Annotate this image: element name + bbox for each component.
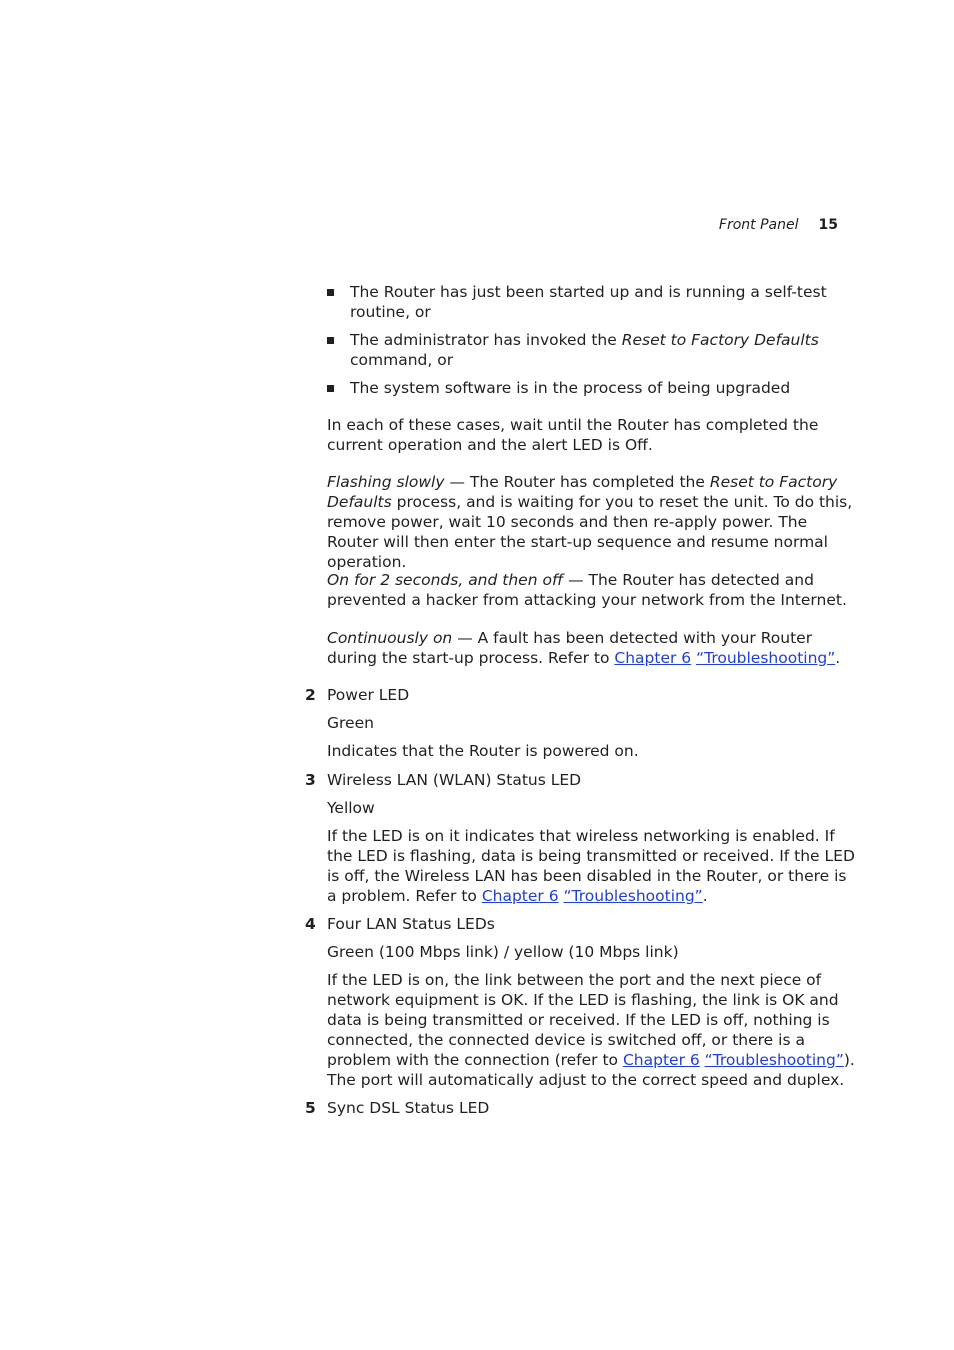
bullet-square-icon (327, 289, 334, 296)
lan-led-description: If the LED is on, the link between the port and the next piece of network equipment is OK. If the LED is flashing, the link is OK and data is being transmitted or received. If the LED is off, nothing is connected, the connected device is switched off, or there is a problem with the connection (refer to Chapter 6 “Troubleshooting”). The port will automatically adjust to the correct speed and duplex. (327, 971, 855, 1089)
lan-led-color: Green (100 Mbps link) / yellow (10 Mbps link) (327, 943, 679, 961)
bullet-square-icon (327, 385, 334, 392)
paragraph-continuously-on: Continuously on — A fault has been detected with your Router during the start-up process. Refer to Chapter 6 “Troubleshooting”. (327, 629, 841, 667)
troubleshooting-link[interactable]: “Troubleshooting” (704, 1051, 844, 1069)
bullet-square-icon (327, 337, 334, 344)
paragraph-on-two-seconds: On for 2 seconds, and then off — The Router has detected and prevented a hacker from attacking your network from the Internet. (327, 571, 847, 609)
chapter-6-link[interactable]: Chapter 6 (481, 887, 559, 905)
item-number: 3 (305, 771, 316, 789)
wlan-led-description: If the LED is on it indicates that wireless networking is enabled. If the LED is flashing, data is being transmitted or received. If the LED is off, the Wireless LAN has been disabled in the Router, or there is a problem. Refer to Chapter 6 “Troubleshooting”. (327, 827, 855, 905)
list-item: The system software is in the process of being upgraded (326, 378, 854, 398)
header-section-title: Front Panel (718, 217, 799, 233)
troubleshooting-link[interactable]: “Troubleshooting” (696, 649, 836, 667)
paragraph-cases: In each of these cases, wait until the Router has completed the current operation and the alert LED is Off. (327, 416, 819, 454)
power-led-color: Green (327, 714, 374, 732)
item-title: Power LED (327, 686, 410, 704)
item-title: Four LAN Status LEDs (327, 915, 495, 933)
chapter-6-link[interactable]: Chapter 6 (614, 649, 692, 667)
troubleshooting-link[interactable]: “Troubleshooting” (563, 887, 703, 905)
list-item: The administrator has invoked the Reset to Factory Defaults command, or (326, 330, 854, 370)
paragraph-flashing-slowly: Flashing slowly — The Router has completed the Reset to Factory Defaults process, and is waiting for you to reset the unit. To do this, remove power, wait 10 seconds and then re-apply power. The Router will then enter the start-up sequence and resume normal operation. (327, 473, 853, 571)
chapter-6-link[interactable]: Chapter 6 (622, 1051, 700, 1069)
item-number: 4 (305, 915, 316, 933)
item-number: 5 (305, 1099, 316, 1117)
item-number: 2 (305, 686, 316, 704)
power-led-description: Indicates that the Router is powered on. (327, 742, 639, 760)
page-number: 15 (818, 217, 838, 233)
wlan-led-color: Yellow (327, 799, 375, 817)
list-item: The Router has just been started up and is running a self-test routine, or (326, 282, 854, 322)
item-title: Sync DSL Status LED (327, 1099, 490, 1117)
running-header (0, 216, 838, 234)
condition-list (326, 282, 854, 406)
item-title: Wireless LAN (WLAN) Status LED (327, 771, 582, 789)
